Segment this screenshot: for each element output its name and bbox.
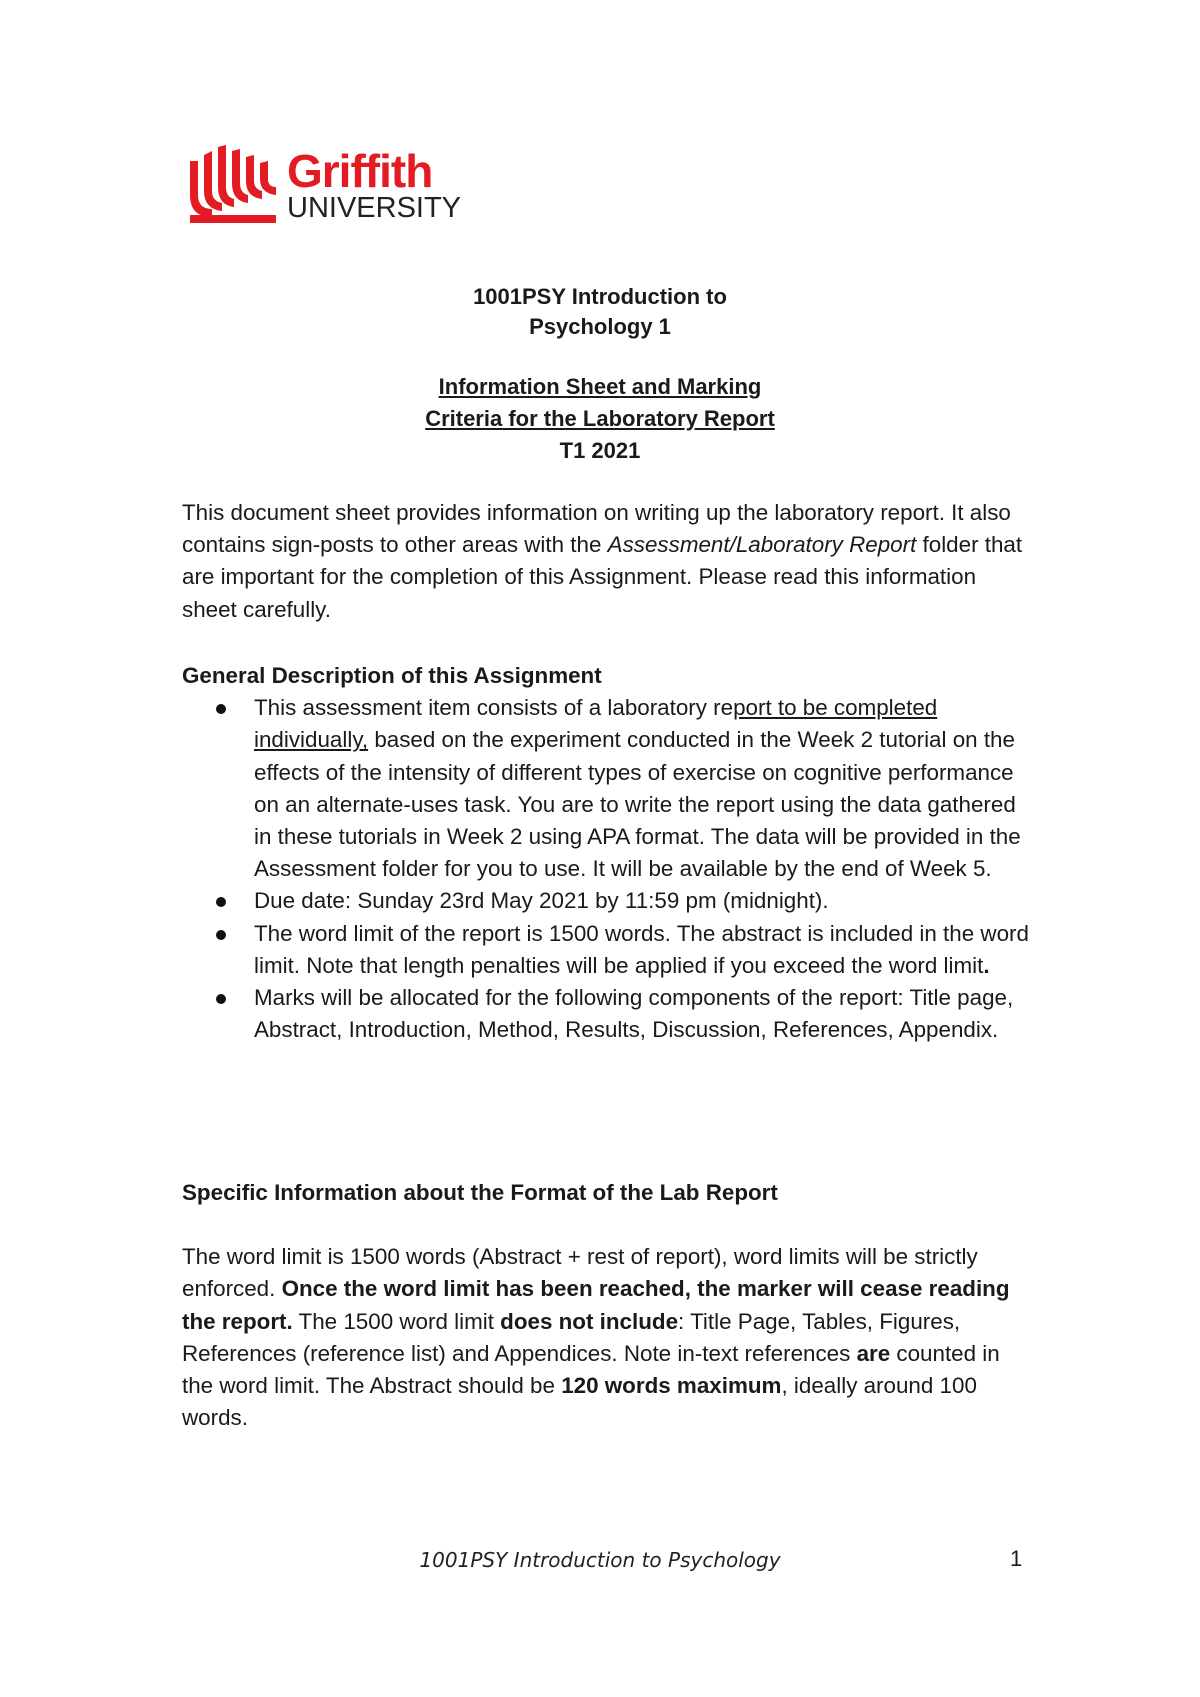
specific-section bbox=[182, 1177, 1032, 1434]
bullet-icon bbox=[216, 930, 226, 940]
intro-text-2: folder that are important for the completion of this Assignment. Please read this information sheet carefully. bbox=[182, 532, 1023, 622]
general-heading: General Description of this Assignment bbox=[182, 663, 602, 688]
bullet-icon bbox=[216, 994, 226, 1004]
specific-heading: Specific Information about the Format of the Lab Report bbox=[182, 1180, 778, 1205]
intro-text-1: This document sheet provides information on writing up the laboratory report. It also contains sign-posts to other areas with the bbox=[182, 500, 1011, 558]
course-title bbox=[0, 282, 1200, 342]
list-item: The word limit of the report is 1500 words. The abstract is included in the word limit. Note that length penalties will be applied if you exceed the word limit. bbox=[254, 918, 1032, 982]
document-title-rest: for the Laboratory Report bbox=[502, 406, 775, 431]
list-item: Marks will be allocated for the following components of the report: Title page, Abstract, Introduction, Method, Results, Discussion, References, Appendix. bbox=[254, 982, 1032, 1046]
list-item: This assessment item consists of a laboratory report to be completed individually, based on the experiment conducted in the Week 2 tutorial on the effects of the intensity of different types of exercise on cognitive performance on an alternate-uses task. You are to write the report using the data gathered in these tutorials in Week 2 using APA format. The data will be provided in the Assessment folder for you to use. It will be available by the end of Week 5. bbox=[254, 692, 1032, 885]
specific-paragraph: The word limit is 1500 words (Abstract + rest of report), word limits will be strictly enforced. Once the word limit has been reached, the marker will cease reading the report. The 1500 word limit does not include: Title Page, Tables, Figures, References (reference list) and Appendices. Note in-text references are counted in the word limit. The Abstract should be 120 words maximum, ideally around 100 words. bbox=[182, 1244, 1010, 1431]
page-number: 1 bbox=[1010, 1546, 1023, 1571]
footer-text: 1001PSY Introduction to Psychology bbox=[419, 1548, 781, 1572]
intro-paragraph bbox=[182, 497, 1032, 626]
document-title bbox=[0, 372, 1200, 466]
griffith-logo-mark-icon bbox=[184, 145, 280, 225]
general-bullet-list bbox=[182, 692, 1032, 1046]
bullet-icon bbox=[216, 704, 226, 714]
griffith-logo bbox=[184, 145, 484, 225]
document-title-line1: Information Sheet and Marking bbox=[438, 374, 762, 399]
course-title-line1: 1001PSY Introduction to bbox=[473, 284, 727, 309]
list-item: Due date: Sunday 23rd May 2021 by 11:59 pm (midnight). bbox=[254, 885, 1032, 917]
term: T1 2021 bbox=[559, 438, 641, 463]
bullet-icon bbox=[216, 897, 226, 907]
course-title-line2: Psychology 1 bbox=[529, 314, 671, 339]
logo-name: Griffith bbox=[287, 145, 433, 197]
intro-italic: Assessment/Laboratory Report bbox=[607, 532, 917, 558]
logo-subtitle: UNIVERSITY bbox=[287, 192, 462, 224]
criteria-word: Criteria bbox=[425, 406, 503, 431]
general-section bbox=[182, 660, 1032, 1046]
document-title-line2 bbox=[0, 402, 1200, 436]
